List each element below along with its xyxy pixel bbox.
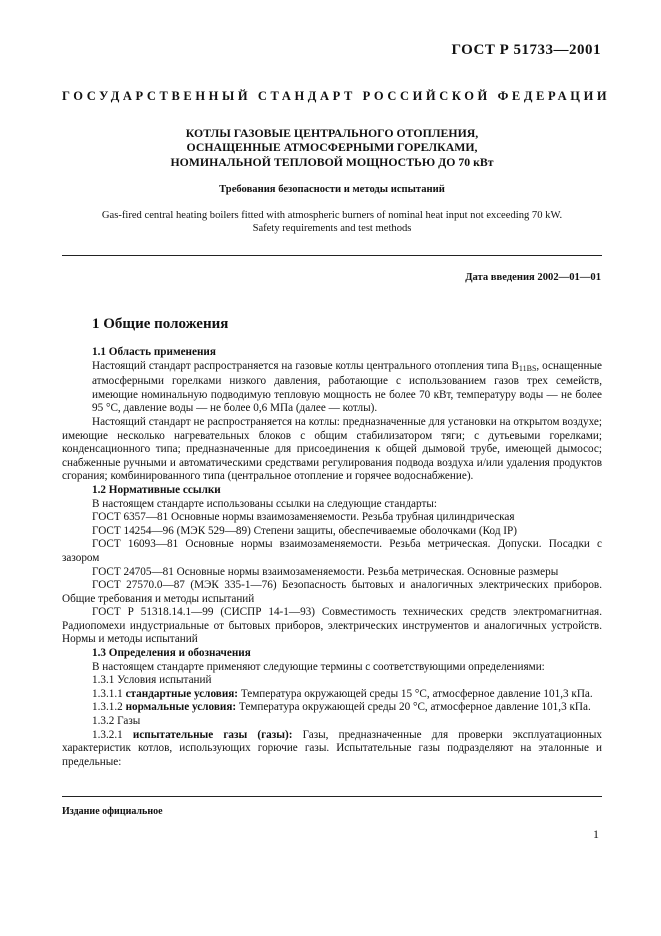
document-subtitle: Требования безопасности и методы испытаний	[219, 184, 445, 195]
definition: Газы, предназначенные для проверки эксплуатационных характеристик котлов, использующих горючие газы. Испытательные газы подразделяют на эталонные и предельные:	[62, 728, 603, 768]
clause-1-3-1-1	[62, 688, 602, 702]
term: нормальные условия:	[125, 701, 237, 714]
clause-1-1-heading: 1.1 Область применения	[92, 346, 216, 358]
clause-number: 1.3.2.1	[92, 728, 123, 741]
clause-1-3-2-1	[62, 729, 602, 770]
document-title	[60, 126, 604, 169]
clause-1-1-text-post: , оснащенные атмосферными горелками низкого давления, работающие с использованием газов трех семейств, имеющие номинальную подводимую тепловую мощность не более 70 кВт, температуру воды — не более 95 °С, давление воды — не более 0,6 МПа (далее — котлы).	[92, 359, 602, 415]
reference-2: ГОСТ 14254—96 (МЭК 529—89) Степени защиты, обеспечиваемые оболочками (Код IP)	[92, 524, 517, 537]
clause-1-2-intro: В настоящем стандарте использованы ссылки на следующие стандарты:	[92, 497, 437, 510]
clause-number: 1.3.1.2	[92, 701, 123, 714]
clause-1-3-2: 1.3.2 Газы	[92, 715, 141, 728]
english-title	[60, 209, 604, 235]
reference-6: ГОСТ Р 51318.14.1—99 (СИСПР 14-1—93) Совместимость технических средств электромагнитная. Радиопомехи индустриальные от бытовых приборов, электрических инструментов и аналогичных устройств. Нормы и методы испытаний	[62, 606, 602, 646]
clause-1-1-text-pre: Настоящий стандарт распространяется на газовые котлы центрального отопления типа B	[92, 359, 519, 372]
introduction-date: Дата введения 2002—01—01	[465, 272, 601, 283]
title-line-1: КОТЛЫ ГАЗОВЫЕ ЦЕНТРАЛЬНОГО ОТОПЛЕНИЯ,	[185, 126, 479, 140]
reference-5: ГОСТ 27570.0—87 (МЭК 335-1—76) Безопасность бытовых и аналогичных электрических приборов. Общие требования и методы испытаний	[62, 579, 602, 605]
clause-1-3-1: 1.3.1 Условия испытаний	[92, 674, 212, 687]
clause-1-3-1-2	[62, 701, 602, 715]
definition: Температура окружающей среды 20 °С, атмосферное давление 101,3 кПа.	[238, 701, 591, 714]
header-divider	[62, 255, 602, 256]
title-line-2: ОСНАЩЕННЫЕ АТМОСФЕРНЫМИ ГОРЕЛКАМИ,	[186, 140, 478, 155]
official-edition-label: Издание официальное	[62, 806, 163, 817]
section-body	[62, 346, 603, 769]
reference-3: ГОСТ 16093—81 Основные нормы взаимозаменяемости. Резьба метрическая. Допуски. Посадки с зазором	[62, 538, 602, 564]
title-line-3: НОМИНАЛЬНОЙ ТЕПЛОВОЙ МОЩНОСТЬЮ ДО 70 кВт	[170, 154, 494, 169]
term: стандартные условия:	[125, 687, 239, 700]
boiler-type-subscript: 11BS	[518, 363, 537, 373]
clause-1-1-paragraph-2: Настоящий стандарт не распространяется на котлы: предназначенные для установки на открытом воздухе; имеющие несколько нагревательных блоков с общим стабилизатором тяги; с дутьевыми горелками; конденсационного типа; предназначенные для присоединения к общей дымовой трубе, имеющей дымосос; снабженные ручными и автоматическими средствами регулирования подвода воздуха и/или удаления продуктов сгорания; комбинированного типа (центральное отопление и горячее водоснабжение).	[62, 415, 602, 483]
reference-4: ГОСТ 24705—81 Основные нормы взаимозаменяемости. Резьба метрическая. Основные размеры	[92, 565, 559, 578]
definition: Температура окружающей среды 15 °С, атмосферное давление 101,3 кПа.	[240, 687, 593, 700]
clause-number: 1.3.1.1	[92, 687, 123, 700]
english-title-line-2: Safety requirements and test methods	[252, 223, 412, 234]
clause-1-3-heading: 1.3 Определения и обозначения	[92, 647, 251, 660]
clause-1-2-heading: 1.2 Нормативные ссылки	[92, 483, 221, 496]
footer-divider	[62, 796, 602, 797]
clause-1-3-intro: В настоящем стандарте применяют следующие термины с соответствующими определениями:	[92, 660, 545, 673]
state-standard-heading: ГОСУДАРСТВЕННЫЙ СТАНДАРТ РОССИЙСКОЙ ФЕДЕРАЦИИ	[62, 89, 611, 103]
page-number: 1	[593, 827, 599, 841]
english-title-line-1: Gas-fired central heating boilers fitted with atmospheric burners of nominal heat input not exceeding 70 kW.	[101, 210, 563, 221]
gost-code: ГОСТ Р 51733—2001	[451, 42, 601, 58]
clause-1-1-paragraph-1	[62, 360, 602, 416]
reference-1: ГОСТ 6357—81 Основные нормы взаимозаменяемости. Резьба трубная цилиндрическая	[92, 511, 515, 524]
term: испытательные газы (газы):	[132, 728, 293, 741]
section-heading: 1 Общие положения	[92, 316, 229, 332]
